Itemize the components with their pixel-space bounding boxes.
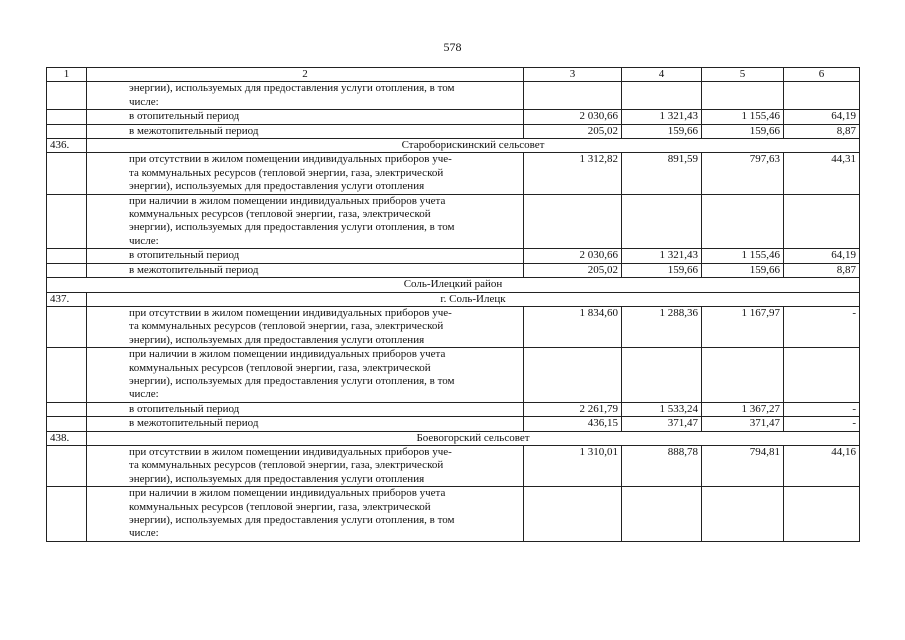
value-col-4: 888,78	[622, 445, 702, 486]
section-row	[47, 431, 860, 445]
value-col-6: -	[784, 417, 860, 431]
row-description	[87, 124, 524, 138]
description-line: та коммунальных ресурсов (тепловой энергии, газа, электрической	[129, 320, 444, 333]
row-description	[87, 263, 524, 277]
description-line: при отсутствии в жилом помещении индивидуальных приборов уче-	[129, 445, 452, 458]
description-line: в межотопительный период	[129, 417, 259, 430]
description-line: при отсутствии в жилом помещении индивидуальных приборов уче-	[129, 153, 452, 166]
description-line: энергии), используемых для предоставления услуги отопления, в том	[129, 514, 455, 526]
table-row	[47, 124, 860, 138]
section-number: 436.	[47, 139, 87, 153]
value-col-3	[524, 82, 622, 110]
table-row	[47, 348, 860, 403]
column-header: 1	[47, 68, 87, 82]
value-col-3	[524, 194, 622, 249]
description-line: числе:	[129, 388, 159, 401]
row-number	[47, 110, 87, 124]
value-col-5: 371,47	[702, 417, 784, 431]
value-col-4: 159,66	[622, 124, 702, 138]
value-col-6	[784, 194, 860, 249]
table-row	[47, 110, 860, 124]
description-line: энергии), используемых для предоставления услуги отопления	[129, 180, 425, 193]
value-col-6: -	[784, 306, 860, 347]
value-col-3: 1 834,60	[524, 306, 622, 347]
table-row	[47, 487, 860, 542]
description-line: в отопительный период	[129, 402, 240, 415]
description-line: в отопительный период	[129, 249, 240, 262]
row-description	[87, 417, 524, 431]
row-description	[87, 445, 524, 486]
value-col-5: 1 155,46	[702, 110, 784, 124]
value-col-6: 64,19	[784, 110, 860, 124]
value-col-5: 159,66	[702, 124, 784, 138]
table-row	[47, 153, 860, 194]
value-col-4	[622, 348, 702, 403]
page-number: 578	[443, 40, 462, 54]
row-number	[47, 306, 87, 347]
value-col-6	[784, 487, 860, 542]
value-col-5	[702, 82, 784, 110]
value-col-4: 371,47	[622, 417, 702, 431]
value-col-3: 436,15	[524, 417, 622, 431]
section-title: г. Соль-Илецк	[87, 292, 860, 306]
region-row	[47, 278, 860, 292]
value-col-5: 797,63	[702, 153, 784, 194]
value-col-5: 794,81	[702, 445, 784, 486]
section-title: Староборискинский сельсовет	[87, 139, 860, 153]
value-col-6	[784, 82, 860, 110]
value-col-5	[702, 348, 784, 403]
column-header: 5	[702, 68, 784, 82]
table-row	[47, 306, 860, 347]
value-col-4: 159,66	[622, 263, 702, 277]
row-description	[87, 153, 524, 194]
row-description	[87, 402, 524, 416]
description-line: числе:	[129, 527, 159, 540]
description-line: энергии), используемых для предоставления услуги отопления	[129, 333, 425, 346]
table-row	[47, 263, 860, 277]
description-line: коммунальных ресурсов (тепловой энергии, газа, электрической	[129, 361, 431, 374]
tariff-table	[46, 67, 860, 542]
row-number	[47, 402, 87, 416]
value-col-3: 2 030,66	[524, 110, 622, 124]
row-description	[87, 110, 524, 124]
row-description	[87, 348, 524, 403]
row-number	[47, 124, 87, 138]
row-description	[87, 194, 524, 249]
table-row	[47, 82, 860, 110]
column-header: 3	[524, 68, 622, 82]
table-row	[47, 445, 860, 486]
column-header: 6	[784, 68, 860, 82]
row-number	[47, 445, 87, 486]
value-col-3: 1 310,01	[524, 445, 622, 486]
description-line: при отсутствии в жилом помещении индивидуальных приборов уче-	[129, 306, 452, 319]
section-row	[47, 292, 860, 306]
value-col-4: 1 533,24	[622, 402, 702, 416]
value-col-4	[622, 194, 702, 249]
row-number	[47, 249, 87, 263]
description-line: коммунальных ресурсов (тепловой энергии, газа, электрической	[129, 500, 431, 513]
value-col-6: 8,87	[784, 124, 860, 138]
row-number	[47, 417, 87, 431]
description-line: энергии), используемых для предоставления услуги отопления, в том	[129, 82, 455, 95]
description-line: коммунальных ресурсов (тепловой энергии, газа, электрической	[129, 208, 431, 221]
value-col-3: 2 261,79	[524, 402, 622, 416]
section-number: 438.	[47, 431, 87, 445]
value-col-5: 1 167,97	[702, 306, 784, 347]
header-row	[47, 68, 860, 82]
value-col-5: 159,66	[702, 263, 784, 277]
description-line: числе:	[129, 95, 159, 108]
description-line: та коммунальных ресурсов (тепловой энергии, газа, электрической	[129, 459, 444, 472]
description-line: в отопительный период	[129, 110, 240, 123]
row-number	[47, 348, 87, 403]
row-number	[47, 82, 87, 110]
value-col-6: 8,87	[784, 263, 860, 277]
description-line: при наличии в жилом помещении индивидуальных приборов учета	[129, 348, 446, 361]
table-row	[47, 417, 860, 431]
value-col-4	[622, 82, 702, 110]
value-col-5	[702, 194, 784, 249]
value-col-6: 44,16	[784, 445, 860, 486]
value-col-4: 1 321,43	[622, 110, 702, 124]
section-number: 437.	[47, 292, 87, 306]
row-number	[47, 263, 87, 277]
row-number	[47, 487, 87, 542]
row-number	[47, 153, 87, 194]
description-line: числе:	[129, 234, 159, 247]
value-col-3	[524, 348, 622, 403]
value-col-3: 205,02	[524, 124, 622, 138]
description-line: в межотопительный период	[129, 124, 259, 137]
value-col-4	[622, 487, 702, 542]
row-description	[87, 487, 524, 542]
description-line: энергии), используемых для предоставления услуги отопления, в том	[129, 221, 455, 234]
description-line: при наличии в жилом помещении индивидуальных приборов учета	[129, 487, 446, 500]
value-col-6	[784, 348, 860, 403]
column-header: 4	[622, 68, 702, 82]
description-line: в межотопительный период	[129, 263, 259, 276]
row-description	[87, 82, 524, 110]
value-col-4: 1 288,36	[622, 306, 702, 347]
value-col-4: 891,59	[622, 153, 702, 194]
value-col-3	[524, 487, 622, 542]
region-title: Соль-Илецкий район	[47, 278, 860, 292]
description-line: энергии), используемых для предоставления услуги отопления, в том	[129, 374, 455, 387]
table-body	[47, 68, 860, 542]
table-row	[47, 194, 860, 249]
value-col-5: 1 155,46	[702, 249, 784, 263]
value-col-5: 1 367,27	[702, 402, 784, 416]
row-description	[87, 249, 524, 263]
row-number	[47, 194, 87, 249]
value-col-5	[702, 487, 784, 542]
value-col-6: 44,31	[784, 153, 860, 194]
section-title: Боевогорский сельсовет	[87, 431, 860, 445]
column-header: 2	[87, 68, 524, 82]
row-description	[87, 306, 524, 347]
table-row	[47, 402, 860, 416]
description-line: при наличии в жилом помещении индивидуальных приборов учета	[129, 194, 446, 207]
value-col-3: 205,02	[524, 263, 622, 277]
value-col-6: -	[784, 402, 860, 416]
description-line: та коммунальных ресурсов (тепловой энергии, газа, электрической	[129, 166, 444, 179]
value-col-3: 2 030,66	[524, 249, 622, 263]
section-row	[47, 139, 860, 153]
value-col-3: 1 312,82	[524, 153, 622, 194]
value-col-6: 64,19	[784, 249, 860, 263]
description-line: энергии), используемых для предоставления услуги отопления	[129, 472, 425, 485]
value-col-4: 1 321,43	[622, 249, 702, 263]
table-row	[47, 249, 860, 263]
